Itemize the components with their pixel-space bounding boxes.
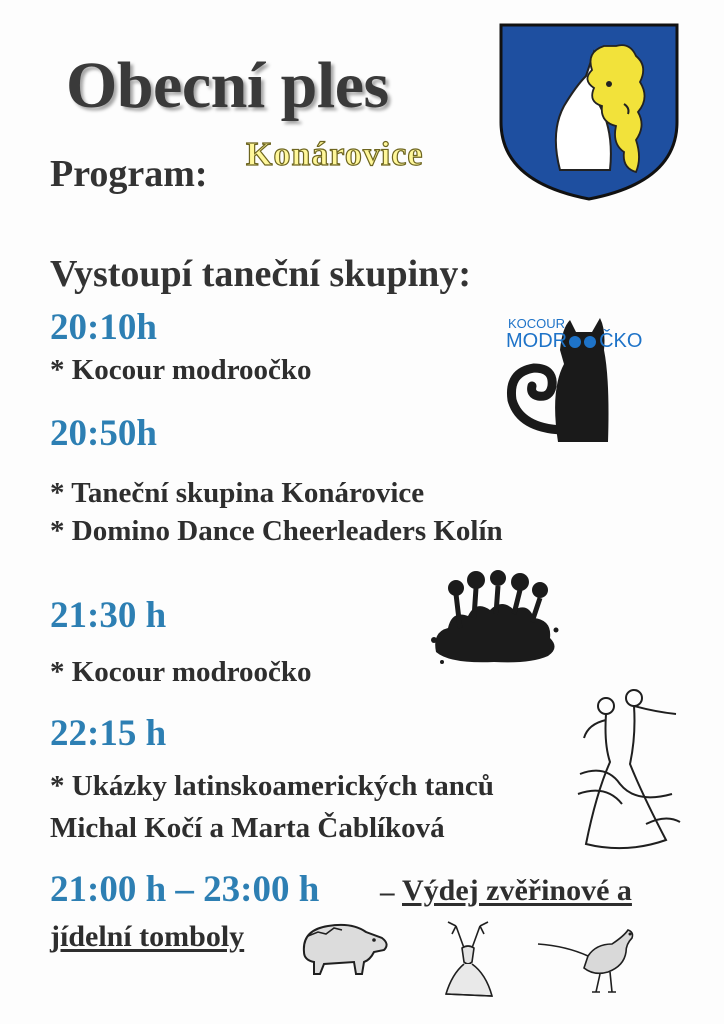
performer-item: * Kocour modroočko: [50, 354, 312, 386]
page-title: Obecní ples: [66, 49, 389, 122]
time-slot-2: 20:50h: [50, 413, 157, 454]
logo-text-cko: ČKO: [599, 330, 643, 352]
performers-heading: Vystoupí taneční skupiny:: [50, 253, 471, 295]
tombola-text-line2: jídelní tomboly: [50, 920, 245, 953]
performer-item: * Kocour modroočko: [50, 656, 312, 688]
deer-icon: [438, 918, 498, 1002]
coat-of-arms-horse-icon: [498, 22, 680, 202]
tombola-dash: –: [380, 876, 395, 908]
logo-text-bottom: [506, 330, 642, 353]
tombola-time: 21:00 h – 23:00 h: [50, 869, 320, 910]
cheerleaders-silhouette-icon: [430, 570, 560, 665]
village-name: Konárovice: [246, 136, 424, 173]
ballroom-dancers-icon: [576, 684, 686, 854]
performer-item: * Domino Dance Cheerleaders Kolín: [50, 515, 503, 547]
time-slot-4: 22:15 h: [50, 713, 167, 754]
logo-text-modr: MODR: [506, 330, 568, 352]
time-slot-3: 21:30 h: [50, 595, 167, 636]
kocour-logo: [500, 310, 650, 450]
performer-item: Michal Kočí a Marta Čablíková: [50, 812, 445, 844]
program-label: Program:: [50, 153, 208, 195]
performer-item: * Ukázky latinskoamerických tanců: [50, 770, 494, 802]
pheasant-icon: [536, 922, 638, 996]
time-slot-1: 20:10h: [50, 307, 157, 348]
cat-eyes-icon: [567, 334, 599, 350]
performer-item: * Taneční skupina Konárovice: [50, 477, 425, 509]
wild-boar-icon: [294, 916, 392, 978]
logo-text-top: KOCOUR: [508, 316, 566, 331]
tombola-text-line1: Výdej zvěřinové a: [402, 874, 632, 907]
